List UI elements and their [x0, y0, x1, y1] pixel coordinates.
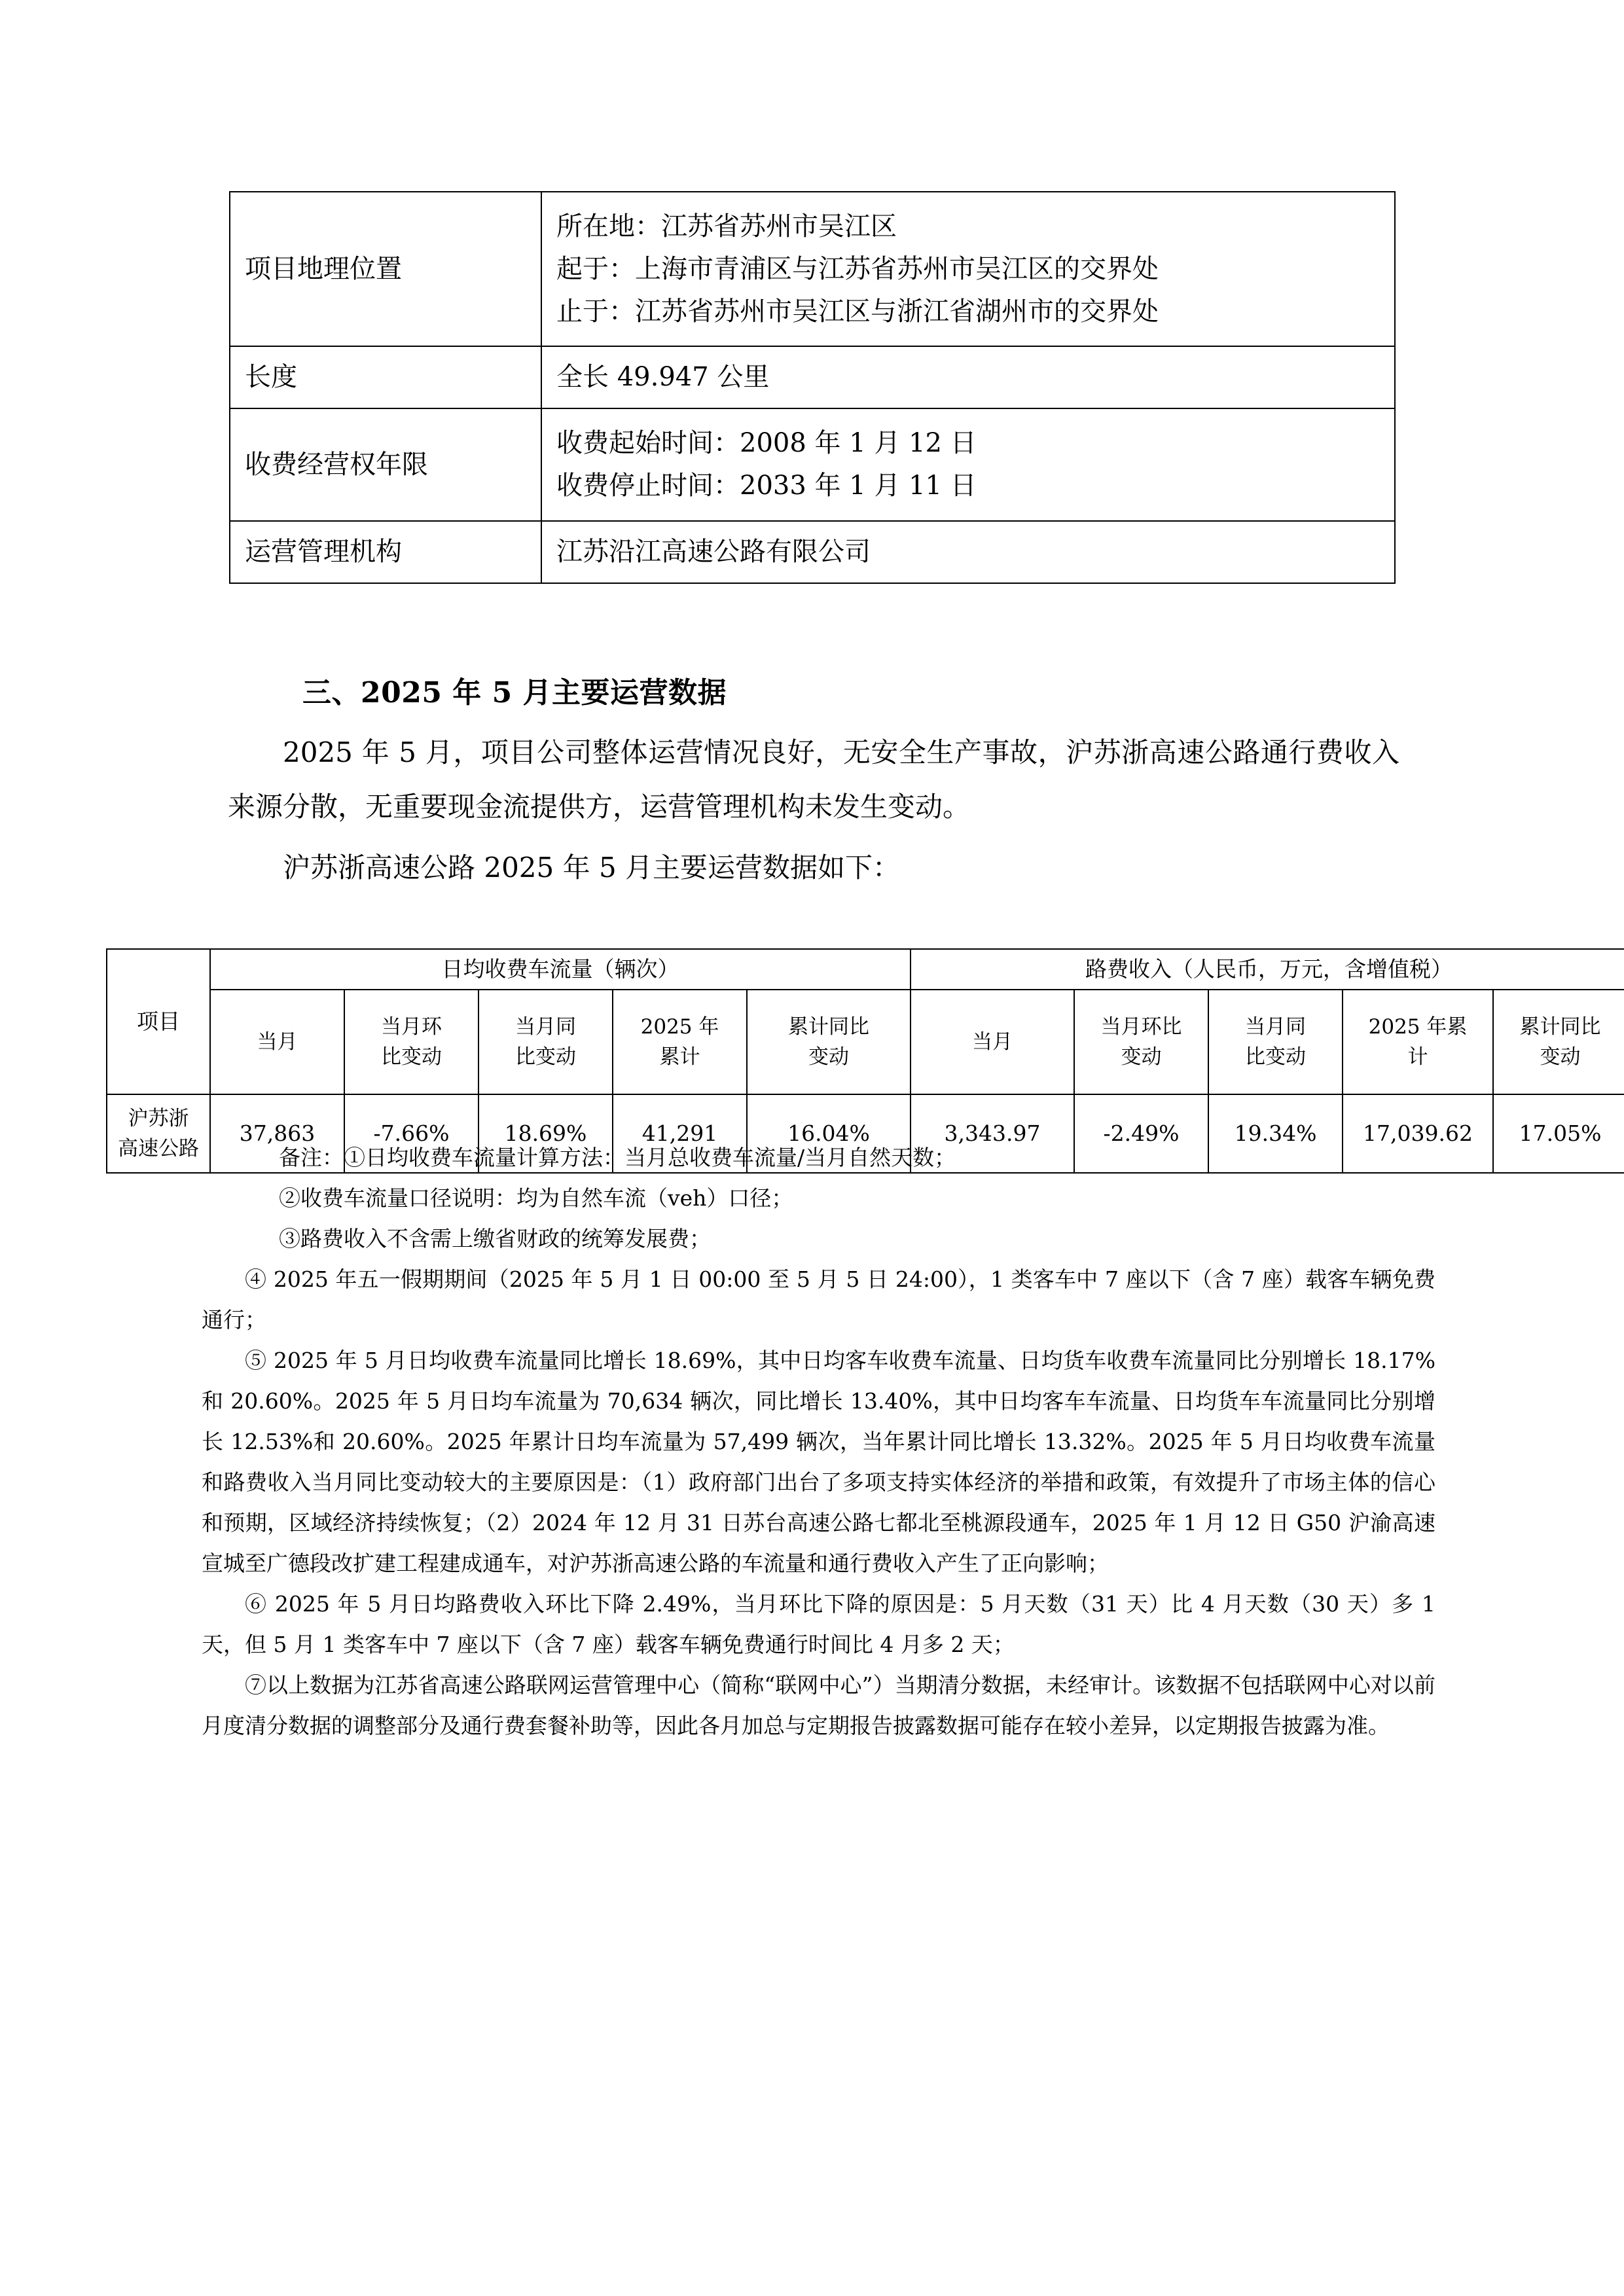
- table-row-group-headers: [107, 949, 1624, 990]
- col-header-text: 比变动: [515, 1045, 576, 1069]
- cell-traffic-cumulative: 41,291: [613, 1094, 747, 1173]
- concession-line-1: 收费起始时间：2008 年 1 月 12 日: [556, 428, 977, 459]
- cell-revenue-yoy: 19.34%: [1208, 1094, 1343, 1173]
- cell-traffic-month: 37,863: [210, 1094, 344, 1173]
- row-label-husuzhe: [107, 1094, 210, 1173]
- note-item-7: ⑦以上数据为江苏省高速公路联网运营管理中心（简称“联网中心”）当期清分数据，未经审计。该数据不包括联网中心对以前月度清分数据的调整部分及通行费套餐补助等，因此各月加总与定期报告披露数据可能存在较小差异，以定期报告披露为准。: [202, 1672, 1435, 1739]
- location-line-1: 所在地：江苏省苏州市吴江区: [556, 211, 897, 242]
- note-item-2: ②收费车流量口径说明：均为自然车流（veh）口径；: [279, 1185, 793, 1211]
- col-header-text: 变动: [1121, 1045, 1162, 1069]
- col-header-text: 计: [1407, 1045, 1428, 1069]
- location-line-3: 止于：江苏省苏州市吴江区与浙江省湖州市的交界处: [556, 296, 1159, 327]
- row-label-text: 高速公路: [118, 1137, 199, 1160]
- col-header-text: 比变动: [381, 1045, 442, 1069]
- col-header-traffic-cumulative: [613, 990, 747, 1094]
- body-text-block: [228, 725, 1399, 901]
- col-header-text: 比变动: [1245, 1045, 1307, 1069]
- group-header-traffic: 日均收费车流量（辆次）: [210, 949, 911, 990]
- col-header-revenue-cumulative-yoy: [1493, 990, 1624, 1094]
- info-label-location: 项目地理位置: [230, 192, 541, 346]
- notes-block: [202, 1138, 1435, 1746]
- col-header-text: 2025 年累: [1368, 1014, 1468, 1039]
- note-item-5: ⑤ 2025 年 5 月日均收费车流量同比增长 18.69%，其中日均客车收费车流量、日均货车收费车流量同比分别增长 18.17%和 20.60%。2025 年 5 月日均车流量为 70,634 辆次，同比增长 13.40%，其中日均客车车流量、日均货车车流量同比分别增长 12.53%和 20.60%。2025 年累计日均车流量为 57,499 辆次，当年累计同比增长 13.32%。2025 年 5 月日均收费车流量和路费收入当月同比变动较大的主要原因是：（1）政府部门出台了多项支持实体经济的举措和政策，有效提升了市场主体的信心和预期，区域经济持续恢复；（2）2024 年 12 月 31 日苏台高速公路七都北至桃源段通车，2025 年 1 月 12 日 G50 沪渝高速宣城至广德段改扩建工程建成通车，对沪苏浙高速公路的车流量和通行费收入产生了正向影响；: [202, 1348, 1435, 1577]
- note-item-4: ④ 2025 年五一假期期间（2025 年 5 月 1 日 00:00 至 5 月 5 日 24:00），1 类客车中 7 座以下（含 7 座）载客车辆免费通行；: [202, 1266, 1435, 1333]
- col-header-text: 当月: [972, 1030, 1013, 1054]
- concession-line-2: 收费停止时间：2033 年 1 月 11 日: [556, 470, 977, 501]
- col-header-traffic-cumulative-yoy: [747, 990, 911, 1094]
- info-value-location: [541, 192, 1395, 346]
- location-line-2: 起于：上海市青浦区与江苏省苏州市吴江区的交界处: [556, 253, 1159, 284]
- cell-revenue-month: 3,343.97: [911, 1094, 1074, 1173]
- note-item-1: 备注：①日均收费车流量计算方法：当月总收费车流量/当月自然天数；: [279, 1145, 956, 1170]
- section-heading: 三、2025 年 5 月主要运营数据: [302, 676, 727, 709]
- table-row: [230, 346, 1395, 408]
- info-label-concession: 收费经营权年限: [230, 408, 541, 521]
- col-header-text: 当月环比: [1100, 1014, 1182, 1039]
- group-header-revenue: 路费收入（人民币，万元，含增值税）: [911, 949, 1624, 990]
- info-value-operator: [541, 521, 1395, 583]
- table-row: [230, 192, 1395, 346]
- table-row-column-headers: [107, 990, 1624, 1094]
- col-header-revenue-mom: [1074, 990, 1208, 1094]
- note-item-6: ⑥ 2025 年 5 月日均路费收入环比下降 2.49%，当月环比下降的原因是：5 月天数（31 天）比 4 月天数（30 天）多 1 天，但 5 月 1 类客车中 7 座以下（含 7 座）载客车辆免费通行时间比 4 月多 2 天；: [202, 1591, 1435, 1658]
- col-header-text: 变动: [808, 1045, 849, 1069]
- body-paragraph-2: 沪苏浙高速公路 2025 年 5 月主要运营数据如下：: [283, 852, 901, 884]
- corner-label: 项目: [107, 949, 210, 1094]
- col-header-text: 当月同: [515, 1014, 576, 1039]
- cell-revenue-cumulative-yoy: 17.05%: [1493, 1094, 1624, 1173]
- length-line-1: 全长 49.947 公里: [556, 362, 770, 393]
- col-header-revenue-yoy: [1208, 990, 1343, 1094]
- info-label-operator: 运营管理机构: [230, 521, 541, 583]
- table-row: [230, 408, 1395, 521]
- col-header-traffic-month: [210, 990, 344, 1094]
- col-header-text: 变动: [1540, 1045, 1581, 1069]
- info-label-length: 长度: [230, 346, 541, 408]
- col-header-text: 当月: [257, 1030, 298, 1054]
- col-header-revenue-month: [911, 990, 1074, 1094]
- row-label-text: 沪苏浙: [128, 1106, 189, 1130]
- cell-traffic-cumulative-yoy: 16.04%: [747, 1094, 911, 1173]
- col-header-traffic-yoy: [478, 990, 613, 1094]
- col-header-text: 当月同: [1245, 1014, 1307, 1039]
- col-header-text: 2025 年: [640, 1014, 719, 1039]
- info-value-concession: [541, 408, 1395, 521]
- col-header-revenue-cumulative: [1343, 990, 1493, 1094]
- table-row: [230, 521, 1395, 583]
- col-header-traffic-mom: [344, 990, 478, 1094]
- operator-line-1: 江苏沿江高速公路有限公司: [556, 536, 871, 567]
- cell-revenue-mom: -2.49%: [1074, 1094, 1208, 1173]
- cell-revenue-cumulative: 17,039.62: [1343, 1094, 1493, 1173]
- note-item-3: ③路费收入不含需上缴省财政的统筹发展费；: [279, 1226, 711, 1252]
- body-paragraph-1: 2025 年 5 月，项目公司整体运营情况良好，无安全生产事故，沪苏浙高速公路通行费收入来源分散，无重要现金流提供方，运营管理机构未发生变动。: [228, 736, 1399, 823]
- col-header-text: 累计: [659, 1045, 700, 1069]
- col-header-text: 当月环: [381, 1014, 442, 1039]
- cell-traffic-mom: -7.66%: [344, 1094, 478, 1173]
- info-value-length: [541, 346, 1395, 408]
- col-header-text: 累计同比: [1519, 1014, 1601, 1039]
- cell-traffic-yoy: 18.69%: [478, 1094, 613, 1173]
- col-header-text: 累计同比: [788, 1014, 869, 1039]
- project-info-table: [229, 191, 1396, 584]
